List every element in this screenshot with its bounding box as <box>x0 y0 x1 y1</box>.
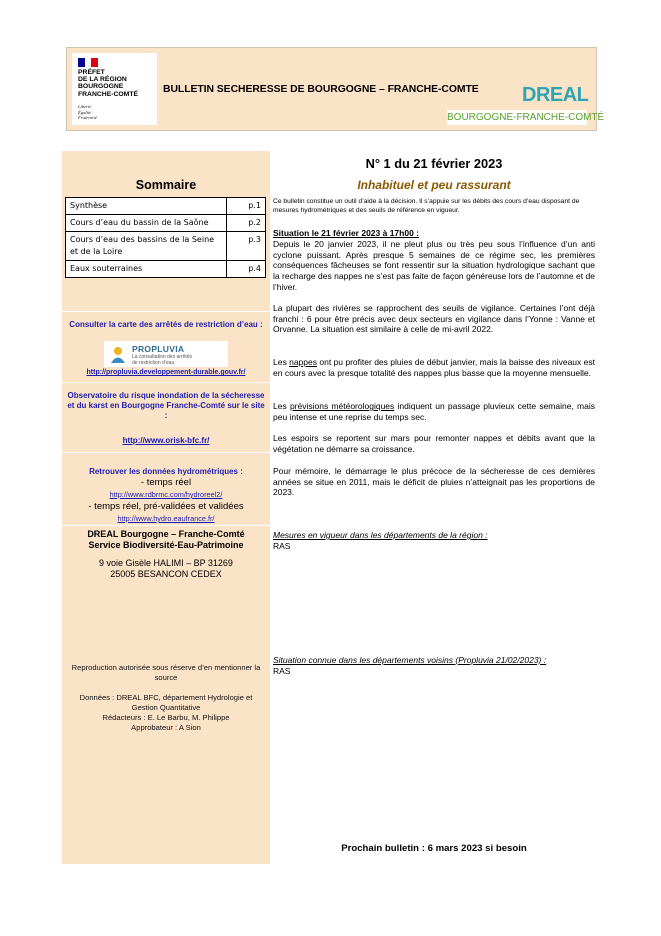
propluvia-link[interactable]: http://propluvia.developpement-durable.gouv.fr/ <box>86 369 246 376</box>
propluvia-name: PROPLUVIA <box>132 344 185 354</box>
p4-previsions: prévisions météorologiques <box>289 401 395 411</box>
sommaire-title: Sommaire <box>135 178 197 192</box>
header-banner <box>66 47 605 131</box>
toc-page: p.3 <box>227 232 266 261</box>
divider <box>62 452 270 453</box>
voisins-section <box>273 655 595 676</box>
approbateur-note: Approbateur : A Sion <box>131 723 201 732</box>
toc-label: Synthèse <box>66 198 227 215</box>
toc-page: p.1 <box>227 198 266 215</box>
address-line-1: 9 voie Gisèle HALIMI – BP 31269 <box>99 558 233 568</box>
divider <box>62 311 270 312</box>
toc-row[interactable] <box>66 261 266 278</box>
p3-nappes: nappes <box>289 357 317 367</box>
toc-label: Eaux souterraines <box>66 261 227 278</box>
toc-label: Cours d’eau du bassin de la Saône <box>66 215 227 232</box>
observatoire-heading: Observatoire du risque inondation de la sécheresse et du karst en Bourgogne Franche-Comté sur le site : <box>67 391 265 420</box>
divider <box>62 382 270 383</box>
mesures-heading: Mesures en vigueur dans les départements de la région : <box>273 530 488 540</box>
propluvia-subtitle: La consultation des arrêtés de restriction d’eau <box>132 354 193 366</box>
toc-page: p.4 <box>227 261 266 278</box>
situation-paragraph-4 <box>273 401 595 422</box>
marianne-flag-icon <box>78 58 98 67</box>
toc-row[interactable] <box>66 215 266 232</box>
next-bulletin: Prochain bulletin : 6 mars 2023 si besoin <box>341 843 527 854</box>
p4-rest: indiquent un passage pluvieux cette semaine, mais peu intense et une reprise du temps sec. <box>273 401 595 422</box>
dreal-region: BOURGOGNE-FRANCHE-COMTÉ <box>447 112 605 123</box>
donnees-note: Données : DREAL BFC, département Hydrologie et Gestion Quantitative <box>79 693 253 712</box>
p4-prefix: Les <box>273 401 290 411</box>
temps-reel-label: - temps réel <box>140 477 192 488</box>
propluvia-logo[interactable] <box>104 341 228 367</box>
intro-text: Ce bulletin constitue un outil d’aide à la décision. Il s’appuie sur les débits des cours d’eau disposant de mesures hydrométriques et des seuils de référence en vigueur. <box>273 198 580 214</box>
dreal-name: DREAL Bourgogne – Franche-Comté <box>87 529 245 539</box>
situation-paragraph-1: Depuis le 20 janvier 2023, il ne pleut plus ou très peu sous l’influence d’un anti cyclone puissant. Après presque 5 semaines de ce régime sec, les premières conséquences fâcheuses se font ressentir sur la situation hydrologique sachant que la recharge des nappes ne s’est pas faite de façon généreuse lors de l’automne et de l’hiver. <box>273 239 595 292</box>
dreal-logo: DREAL <box>522 84 589 106</box>
voisins-value: RAS <box>273 665 291 676</box>
table-of-contents <box>65 197 266 278</box>
prefet-motto: Liberté Égalité Fraternité <box>78 104 97 120</box>
temps-reel-valid-label: - temps réel, pré-validées et validées <box>88 501 244 512</box>
situation-paragraph-2: La plupart des rivières se rapprochent des seuils de vigilance. Certaines l’ont déjà franchi : 6 pour être précis avec deux secteurs en vigilance dans l’Yonne : Vanne et Orvanne. La situation est similaire à celle de mi-avril 2022. <box>273 303 595 335</box>
situation-paragraph-3 <box>273 357 595 378</box>
reproduction-note: Reproduction autorisée sous réserve d’en mentionner la source <box>71 663 261 682</box>
sidebar <box>62 151 270 864</box>
address-line-2: 25005 BESANCON CEDEX <box>110 569 222 579</box>
p3-rest: ont pu profiter des pluies de début janvier, mais la baisse des niveaux est en cours avec la presque totalité des nappes plus basse que la moyenne mensuelle. <box>273 357 595 378</box>
rdbrmc-link[interactable]: http://www.rdbrmc.com/hydroreel2/ <box>109 490 223 499</box>
voisins-heading: Situation connue dans les départements voisins (Propluvia 21/02/2023) : <box>273 655 547 665</box>
toc-row[interactable] <box>66 198 266 215</box>
situation-paragraph-6: Pour mémoire, le démarrage le plus précoce de la sécheresse de ces dernières années se situe en 2011, mais le déficit de pluies n’atteignait pas les proportions de 2023. <box>273 466 595 498</box>
mesures-section <box>273 530 595 551</box>
redacteurs-note: Rédacteurs : E. Le Barbu, M. Philippe <box>102 713 230 722</box>
p3-prefix: Les <box>273 357 290 367</box>
divider <box>62 525 270 526</box>
bulletin-title: BULLETIN SECHERESSE DE BOURGOGNE – FRANCHE-COMTE <box>163 84 479 95</box>
orisk-link[interactable]: http://www.orisk-bfc.fr/ <box>122 436 210 445</box>
prefet-title: PRÉFET DE LA RÉGION BOURGOGNE FRANCHE-COMTÉ <box>78 69 139 98</box>
mesures-value: RAS <box>273 540 291 551</box>
hydro-heading: Retrouver les données hydrométriques : <box>89 467 243 476</box>
prefet-logo <box>72 53 157 125</box>
service-name: Service Biodiversité-Eau-Patrimoine <box>88 540 244 550</box>
toc-page: p.2 <box>227 215 266 232</box>
toc-row[interactable] <box>66 232 266 261</box>
propluvia-drop-icon <box>107 344 129 364</box>
bulletin-number-date: N° 1 du 21 février 2023 <box>365 156 503 171</box>
toc-label: Cours d’eau des bassins de la Seine et de la Loire <box>66 232 227 261</box>
hydro-link[interactable]: http://www.hydro.eaufrance.fr/ <box>117 514 215 523</box>
arretes-heading: Consulter la carte des arrêtés de restriction d’eau : <box>69 320 263 329</box>
situation-paragraph-5: Les espoirs se reportent sur mars pour remonter nappes et débits avant que la végétation ne démarre sa croissance. <box>273 433 595 454</box>
situation-heading: Situation le 21 février 2023 à 17h00 : <box>273 228 419 238</box>
bulletin-subtitle: Inhabituel et peu rassurant <box>357 178 511 192</box>
